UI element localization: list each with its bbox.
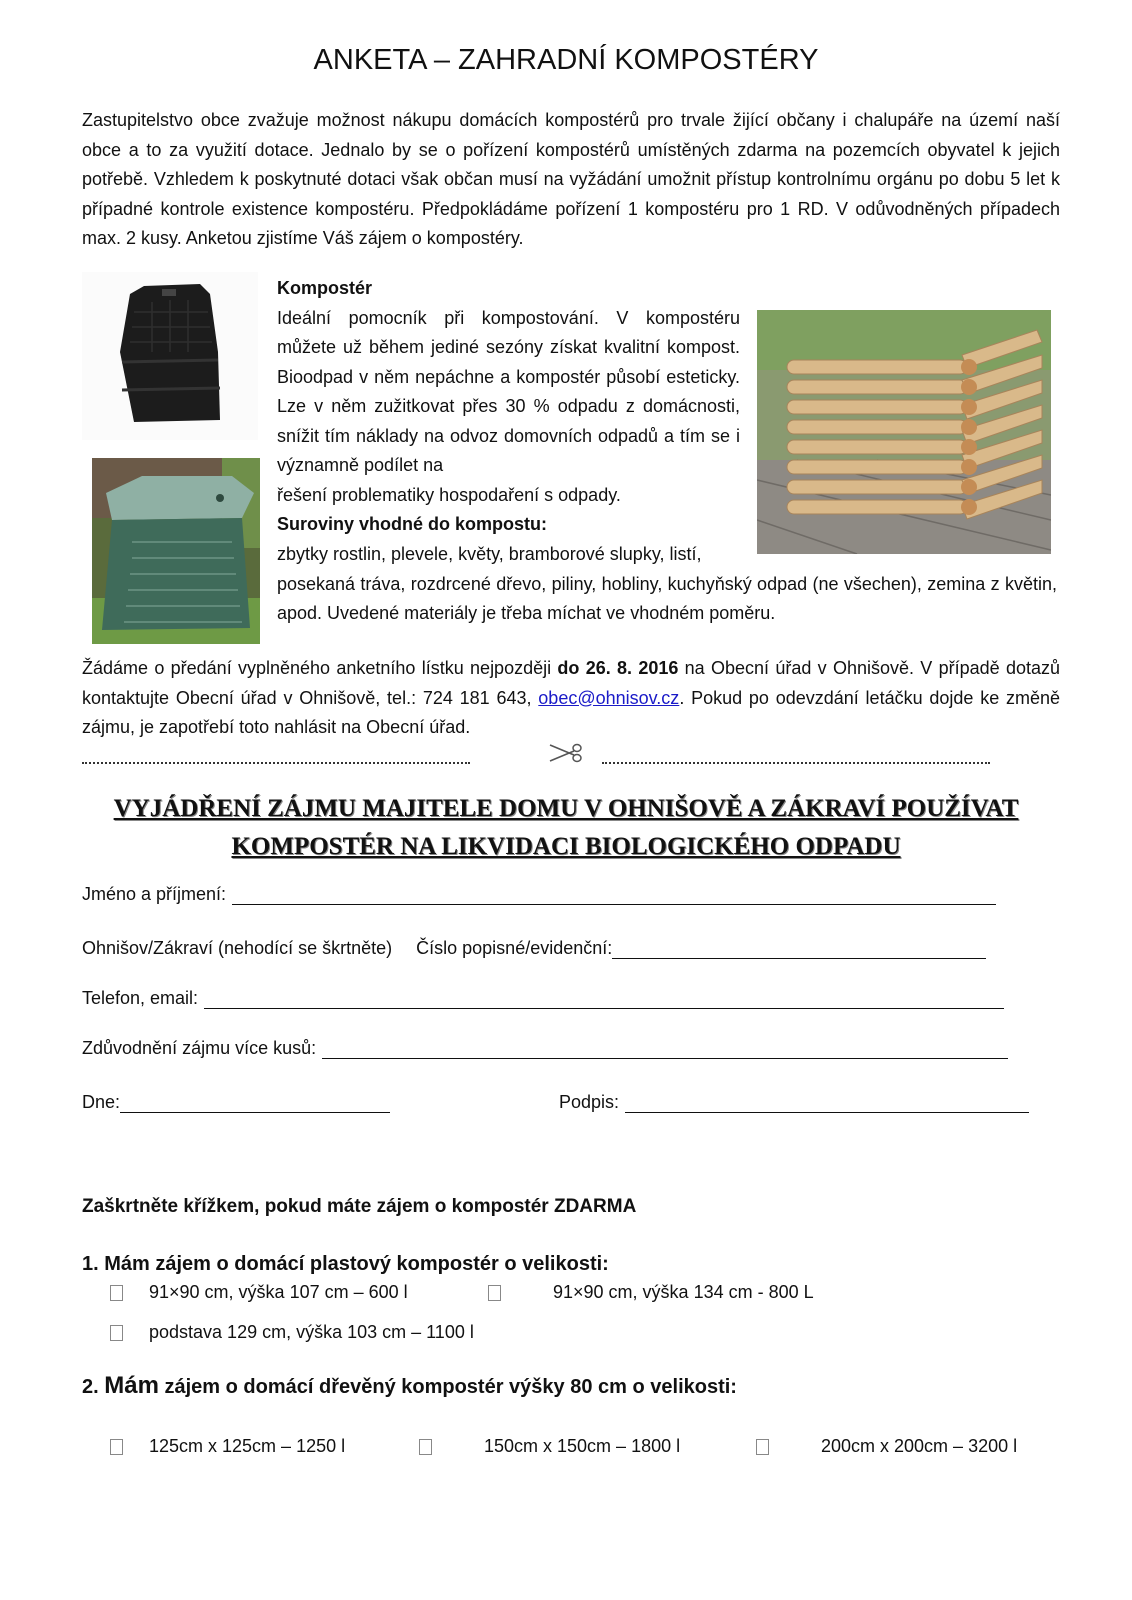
wooden-composter-illustration: [757, 310, 1051, 554]
house-number-input-line[interactable]: [612, 938, 986, 959]
address-field-row: [82, 938, 1030, 959]
signature-input-line[interactable]: [625, 1092, 1029, 1113]
q2-option-3-label: 200cm x 200cm – 3200 l: [821, 1436, 1018, 1456]
form-title-line-2: KOMPOSTÉR NA LIKVIDACI BIOLOGICKÉHO ODPADU: [231, 833, 901, 860]
intro-text: Zastupitelstvo obce zvažuje možnost nákupu domácích kompostérů pro trvale žijící občany i chalupáře na území naší obce a to za využití dotace. Jednalo by se o pořízení kompostérů umístěných zdarma na pozemcích obyvatel k jejich potřebě. Vzhledem k poskytnuté dotaci však občan musí na vyžádání umožnit přístup kontrolnímu orgánu po dobu 5 let k případné kontrole existence kompostéru. Předpokládáme pořízení 1 kompostéru pro 1 RD. V odůvodněných případech max. 2 kusy. Anketou zjistíme Váš zájem o kompostéry.: [82, 110, 1060, 248]
reason-field-row: [82, 1038, 1032, 1059]
email-link[interactable]: obec@ohnisov.cz: [538, 687, 680, 708]
green-composter-illustration: [92, 458, 260, 644]
q2-option-1[interactable]: [110, 1436, 345, 1457]
cut-line-left: [82, 752, 470, 764]
name-field-row: [82, 884, 1022, 905]
materials-line-1: zbytky rostlin, plevele, květy, bramborové slupky, listí,: [277, 544, 702, 564]
description-text: Ideální pomocník při kompostování. V kompostéru můžete už během jediné sezóny získat kvalitní kompost. Bioodpad v něm nepáchne a kompostér působí esteticky. Lze v něm zužitkovat přes 30 % odpadu z domácnosti, snížit tím náklady na odvoz domovních odpadů a tím se i významně podílet na: [277, 307, 740, 475]
composter-description: [277, 274, 740, 540]
question-2-number: 2.: [82, 1376, 105, 1398]
scissors-icon: [548, 742, 584, 764]
black-composter-illustration: [82, 272, 258, 440]
date-label: Dne:: [82, 1092, 121, 1112]
q2-option-3[interactable]: [756, 1436, 1017, 1457]
intro-paragraph: [82, 106, 1060, 254]
description-heading: Kompostér: [277, 278, 373, 298]
q2-option-2-label: 150cm x 150cm – 1800 l: [484, 1436, 681, 1456]
materials-rest: posekaná tráva, rozdrcené dřevo, piliny, hobliny, kuchyňský odpad (ne všechen), zemina z květin, apod. Uvedené materiály je třeba míchat ve vhodném poměru.: [277, 573, 1057, 623]
checkbox[interactable]: [110, 1325, 123, 1341]
phone-email-label: Telefon, email:: [82, 988, 199, 1008]
deadline-text: [82, 654, 1060, 743]
name-label: Jméno a příjmení:: [82, 884, 227, 904]
date-input-line[interactable]: [120, 1092, 390, 1113]
form-title: [0, 790, 1132, 866]
page-title: ANKETA – ZAHRADNÍ KOMPOSTÉRY: [313, 44, 819, 76]
wooden-composter-image: [757, 310, 1051, 554]
deadline-date: do 26. 8. 2016: [557, 658, 679, 678]
q1-option-2[interactable]: [488, 1282, 814, 1303]
question-1-title: 1. Mám zájem o domácí plastový kompostér o velikosti:: [82, 1253, 609, 1275]
deadline-text-part-1: Žádáme o předání vyplněného anketního lístku nejpozději: [82, 658, 558, 678]
materials-heading: Suroviny vhodné do kompostu:: [277, 514, 548, 534]
description-text-end: řešení problematiky hospodaření s odpady.: [277, 484, 621, 505]
deadline-paragraph: [82, 654, 1060, 743]
survey-instruction: Zaškrtněte křížkem, pokud máte zájem o kompostér ZDARMA: [82, 1196, 637, 1217]
checkbox[interactable]: [110, 1285, 123, 1301]
deadline-text-part-2: na Obecní úřad v Ohnišově. V případě dotazů kontaktujte Obecní úřad v Ohnišově, tel.: 724 181 643,: [82, 658, 1060, 708]
q2-option-2[interactable]: [419, 1436, 680, 1457]
q1-option-3[interactable]: [110, 1322, 474, 1343]
black-composter-image: [82, 272, 258, 440]
q1-option-2-label: 91×90 cm, výška 134 cm - 800 L: [553, 1282, 814, 1302]
form-title-line-1: VYJÁDŘENÍ ZÁJMU MAJITELE DOMU V OHNIŠOVĚ A ZÁKRAVÍ POUŽÍVAT: [113, 795, 1019, 822]
phone-field-row: [82, 988, 1030, 1009]
question-2-title-rest: zájem o domácí dřevěný kompostér výšky 80 cm o velikosti:: [158, 1376, 737, 1398]
q1-option-1[interactable]: [110, 1282, 408, 1303]
question-2-title-emphasis: Mám: [104, 1372, 159, 1399]
house-number-label: Číslo popisné/evidenční:: [416, 938, 613, 958]
materials-list: [277, 540, 1057, 629]
q2-option-1-label: 125cm x 125cm – 1250 l: [149, 1436, 346, 1456]
reason-input-line[interactable]: [322, 1038, 1008, 1059]
green-composter-image: [92, 458, 260, 644]
signature-label: Podpis:: [559, 1092, 620, 1112]
checkbox[interactable]: [756, 1439, 769, 1455]
name-input-line[interactable]: [232, 884, 996, 905]
cut-line-right: [602, 752, 990, 764]
checkbox[interactable]: [488, 1285, 501, 1301]
deadline-text-part-3: . Pokud po odevzdání letáčku dojde ke změně zájmu, je zapotřebí toto nahlásit na Obecní úřad.: [82, 687, 1061, 737]
checkbox[interactable]: [110, 1439, 123, 1455]
date-field-row: [82, 1092, 390, 1113]
q1-option-3-label: podstava 129 cm, výška 103 cm – 1100 l: [149, 1322, 474, 1342]
question-2-title: [82, 1372, 737, 1400]
signature-field-row: [559, 1092, 1029, 1113]
q1-option-1-label: 91×90 cm, výška 107 cm – 600 l: [149, 1282, 408, 1302]
checkbox[interactable]: [419, 1439, 432, 1455]
phone-email-input-line[interactable]: [204, 988, 1004, 1009]
village-choice-label[interactable]: Ohnišov/Zákraví (nehodící se škrtněte): [82, 938, 393, 958]
reason-label: Zdůvodnění zájmu více kusů:: [82, 1038, 317, 1058]
